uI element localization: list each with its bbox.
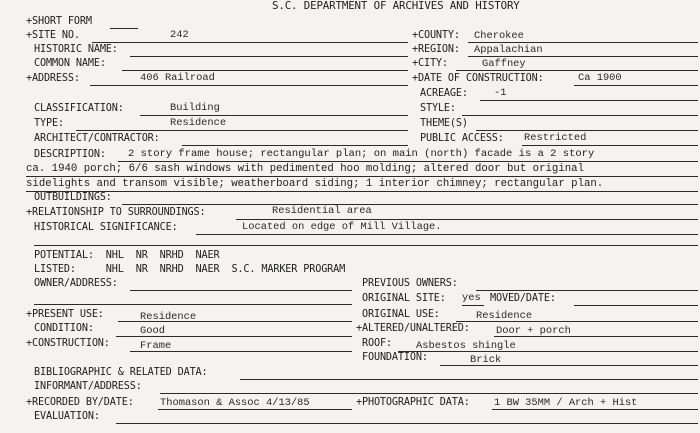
public-access-label: PUBLIC ACCESS: [420, 133, 504, 144]
original-site-label: ORIGINAL SITE: [362, 293, 446, 304]
roof-value: Asbestos shingle [416, 340, 516, 352]
bibliographic-line [240, 379, 698, 380]
address-label: +ADDRESS: [26, 73, 80, 84]
architect-label: ARCHITECT/CONTRACTOR: [34, 133, 160, 144]
informant-line [160, 393, 698, 394]
previous-owners-label: PREVIOUS OWNERS: [362, 278, 458, 289]
original-site-line [462, 305, 484, 306]
common-name-label: COMMON NAME: [34, 58, 106, 69]
foundation-label: FOUNDATION: [362, 352, 428, 363]
photographic-value: 1 BW 35MM / Arch + Hist [494, 397, 638, 409]
address-value: 406 Railroad [140, 72, 215, 84]
region-line [468, 56, 698, 57]
region-value: Appalachian [474, 44, 543, 56]
site-no-value: 242 [170, 29, 189, 41]
historical-significance-line [196, 234, 698, 235]
date-construction-value: Ca 1900 [578, 72, 622, 84]
region-label: +REGION: [412, 44, 460, 55]
altered-label: +ALTERED/UNALTERED: [356, 323, 470, 334]
style-label: STYLE: [420, 103, 456, 114]
relationship-line [236, 219, 698, 220]
owner-address-line [130, 290, 352, 291]
evaluation-line [116, 423, 698, 424]
architect-line [182, 145, 408, 146]
theme-label: THEME(S) [420, 118, 468, 129]
type-line [76, 130, 408, 131]
type-label: TYPE: [34, 118, 64, 129]
historic-name-label: HISTORIC NAME: [34, 44, 118, 55]
original-site-value: yes [462, 292, 481, 304]
city-line [456, 70, 698, 71]
photographic-label: +PHOTOGRAPHIC DATA: [356, 397, 470, 408]
listed-label: LISTED: NHL NR NRHD NAER S.C. MARKER PROGRAM [34, 264, 346, 275]
address-line [90, 85, 408, 86]
condition-value: Good [140, 325, 165, 337]
owner-address-line-2 [34, 304, 352, 305]
recorded-by-line [158, 409, 352, 410]
public-access-line [522, 145, 698, 146]
description-line-2: ca. 1940 porch; 6/6 sash windows with pedimented hoo molding; altered door but original [26, 163, 584, 175]
original-use-value: Residence [476, 310, 533, 322]
moved-date-line [574, 305, 698, 306]
description-rule-2 [26, 176, 698, 177]
owner-address-label: OWNER/ADDRESS: [34, 278, 118, 289]
classification-label: CLASSIFICATION: [34, 103, 124, 114]
style-line [462, 115, 698, 116]
relationship-value: Residential area [272, 205, 372, 217]
relationship-label: +RELATIONSHIP TO SURROUNDINGS: [26, 207, 206, 218]
date-construction-label: +DATE OF CONSTRUCTION: [412, 73, 544, 84]
moved-date-label: MOVED/DATE: [490, 293, 556, 304]
foundation-value: Brick [470, 354, 502, 366]
bibliographic-label: BIBLIOGRAPHIC & RELATED DATA: [34, 367, 208, 378]
date-construction-line [574, 85, 698, 86]
public-access-value: Restricted [524, 132, 587, 144]
condition-label: CONDITION: [34, 323, 94, 334]
significance-continuation-line [34, 245, 698, 246]
short-form-line [110, 28, 138, 29]
short-form-label: +SHORT FORM [26, 16, 92, 27]
county-value: Cherokee [474, 30, 524, 42]
classification-value: Building [170, 102, 220, 114]
historical-significance-value: Located on edge of Mill Village. [242, 221, 442, 233]
acreage-value: -1 [494, 87, 507, 99]
site-no-line [92, 42, 408, 43]
description-label: DESCRIPTION: [34, 149, 106, 160]
photographic-line [492, 409, 698, 410]
description-line-1: 2 story frame house; rectangular plan; on main (north) facade is a 2 story [128, 148, 595, 160]
description-rule-1 [118, 161, 698, 162]
description-line-3: sidelights and transom visible; weatherboard siding; 1 interior chimney; rectangular plan. [26, 178, 604, 190]
description-rule-3 [26, 191, 698, 192]
acreage-line [480, 100, 698, 101]
original-use-label: ORIGINAL USE: [362, 309, 440, 320]
evaluation-label: EVALUATION: [34, 411, 100, 422]
county-line [468, 42, 698, 43]
informant-label: INFORMANT/ADDRESS: [34, 381, 142, 392]
previous-owners-line [476, 290, 698, 291]
site-no-label: +SITE NO. [26, 30, 80, 41]
altered-value: Door + porch [496, 325, 571, 337]
construction-label: +CONSTRUCTION: [26, 338, 110, 349]
present-use-value: Residence [140, 311, 197, 323]
city-value: Gaffney [482, 58, 526, 70]
classification-line [140, 115, 408, 116]
outbuildings-label: OUTBUILDINGS: [34, 192, 112, 203]
form-header: S.C. DEPARTMENT OF ARCHIVES AND HISTORY [272, 0, 520, 12]
roof-label: ROOF: [362, 338, 392, 349]
theme-line [476, 130, 698, 131]
historical-significance-label: HISTORICAL SIGNIFICANCE: [34, 222, 178, 233]
county-label: +COUNTY: [412, 30, 460, 41]
city-label: +CITY: [412, 58, 448, 69]
recorded-by-value: Thomason & Assoc 4/13/85 [160, 397, 310, 409]
common-name-line [122, 70, 408, 71]
recorded-by-label: +RECORDED BY/DATE: [26, 397, 134, 408]
historic-name-line [130, 56, 408, 57]
construction-value: Frame [140, 340, 172, 352]
potential-label: POTENTIAL: NHL NR NRHD NAER [34, 250, 220, 261]
present-use-label: +PRESENT USE: [26, 309, 104, 320]
acreage-label: ACREAGE: [420, 88, 468, 99]
type-value: Residence [170, 117, 227, 129]
outbuildings-line [122, 204, 698, 205]
